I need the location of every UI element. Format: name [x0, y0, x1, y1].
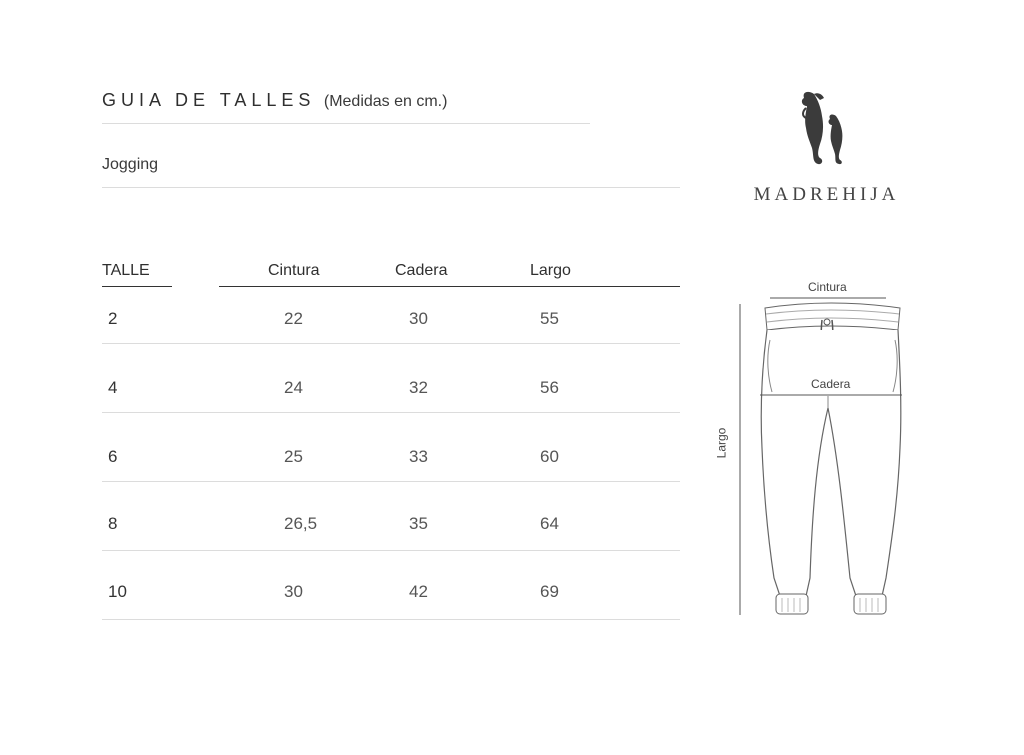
product-name: Jogging	[102, 156, 680, 188]
page-title: GUIA DE TALLES	[102, 90, 316, 110]
cell-talle: 8	[108, 514, 118, 533]
size-table	[102, 262, 680, 601]
cell-cadera: 32	[409, 378, 428, 397]
cadera-label: Cadera	[811, 377, 851, 391]
cell-largo: 69	[540, 582, 559, 601]
brand-name: MADREHIJA	[753, 184, 900, 205]
table-row	[102, 274, 680, 344]
cell-cadera: 33	[409, 447, 428, 466]
cell-cintura: 26,5	[284, 514, 318, 533]
column-header-cadera: Cadera	[395, 262, 448, 279]
cell-talle: 2	[108, 309, 118, 328]
seahorse-icon	[744, 86, 909, 171]
title-row	[102, 90, 590, 124]
page-subtitle: (Medidas en cm.)	[323, 93, 448, 110]
cell-cadera: 30	[409, 309, 428, 328]
cell-cintura: 30	[284, 582, 303, 601]
column-header-talle: TALLE	[102, 262, 150, 279]
largo-label: Largo	[714, 427, 729, 459]
brand-logo	[744, 86, 909, 211]
table-row	[102, 550, 680, 620]
cell-cadera: 42	[409, 582, 428, 601]
cell-cintura: 22	[284, 309, 303, 328]
cell-cintura: 25	[284, 447, 303, 466]
cell-largo: 64	[540, 514, 559, 533]
column-header-largo: Largo	[530, 262, 571, 279]
table-row	[102, 343, 680, 413]
table-row	[102, 412, 680, 482]
cell-cadera: 35	[409, 514, 428, 533]
cell-talle: 10	[108, 582, 127, 601]
table-row	[102, 481, 680, 551]
column-header-cintura: Cintura	[268, 262, 320, 279]
cell-largo: 60	[540, 447, 559, 466]
cell-talle: 6	[108, 447, 118, 466]
pants-illustration	[710, 278, 920, 623]
cintura-label: Cintura	[808, 280, 847, 294]
cell-cintura: 24	[284, 378, 303, 397]
cell-talle: 4	[108, 378, 118, 397]
cell-largo: 55	[540, 309, 559, 328]
pants-diagram	[710, 278, 920, 623]
cell-largo: 56	[540, 378, 559, 397]
